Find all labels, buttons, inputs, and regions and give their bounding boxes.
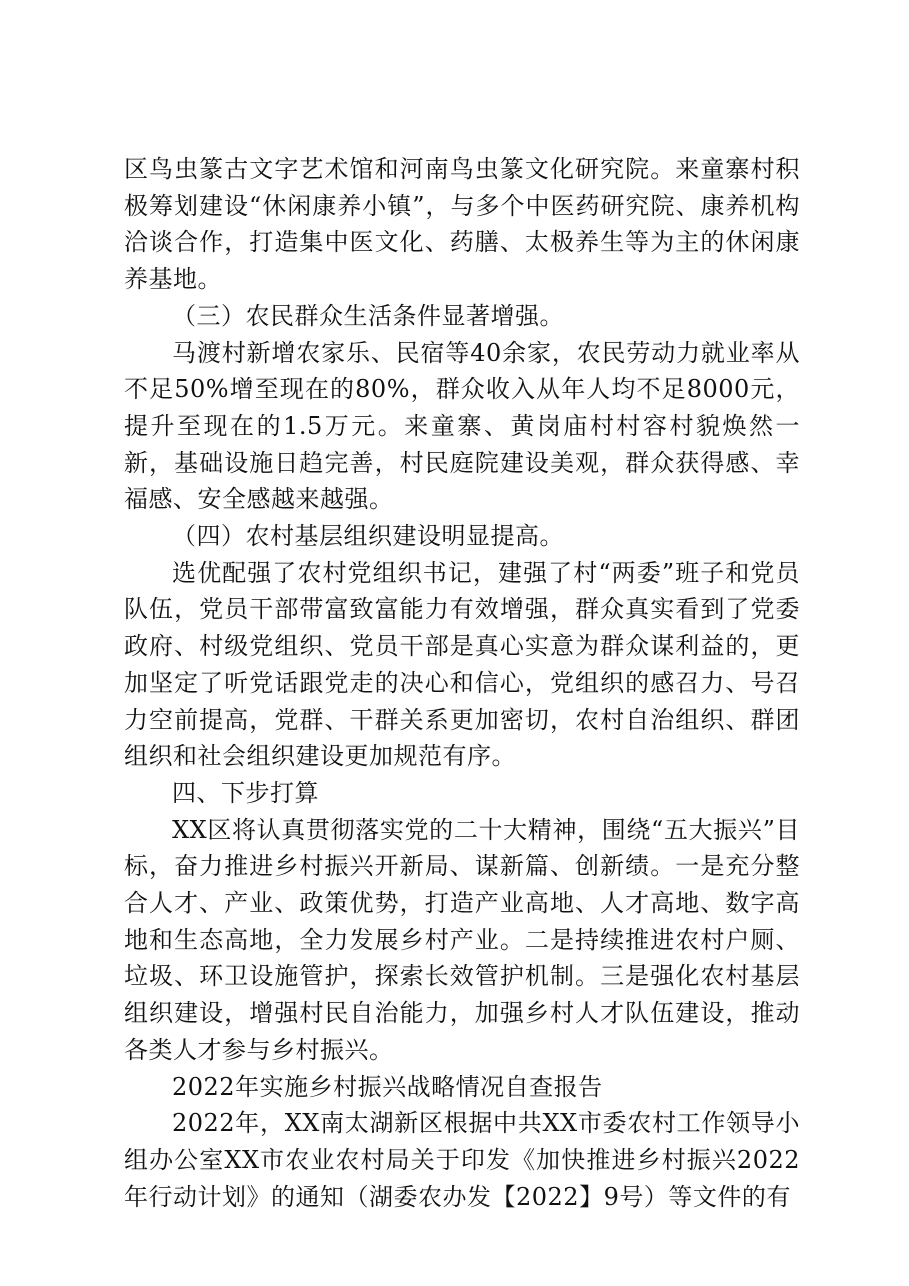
paragraph-grassroots-organization: 选优配强了农村党组织书记，建强了村“两委”班子和党员队伍，党员干部带富致富能力有效增强，群众真实看到了党委政府、村级党组织、党员干部是真心实意为群众谋利益的，更加坚定了听党话跟党走的决心和信心，党组织的感召力、号召力空前提高，党群、干群关系更加密切，农村自治组织、群团组织和社会组织建设更加规范有序。 xyxy=(124,558,800,771)
section-heading-next-steps: 四、下步打算 xyxy=(172,778,319,807)
paragraph-continuation: 区鸟虫篆古文字艺术馆和河南鸟虫篆文化研究院。来童寨村积极筹划建设“休闲康养小镇”，与多个中医药研究院、康养机构洽谈合作，打造集中医文化、药膳、太极养生等为主的休闲康养基地。 xyxy=(124,155,800,294)
paragraph-report-intro: 2022年，XX南太湖新区根据中共XX市委农村工作领导小组办公室XX市农业农村局关于印发《加快推进乡村振兴2022年行动计划》的通知（湖委农办发【2022】9号）等文件的有 xyxy=(124,1109,800,1211)
document-page xyxy=(124,151,800,1215)
section-heading-4: （四）农村基层组织建设明显提高。 xyxy=(172,522,564,551)
paragraph-next-steps: XX区将认真贯彻落实党的二十大精神，围绕“五大振兴”目标，奋力推进乡村振兴开新局、谋新篇、创新绩。一是充分整合人才、产业、政策优势，打造产业高地、人才高地、数字高地和生态高地，全力发展乡村产业。二是持续推进农村户厕、垃圾、环卫设施管护，探索长效管护机制。三是强化农村基层组织建设，增强村民自治能力，加强乡村人才队伍建设，推动各类人才参与乡村振兴。 xyxy=(124,815,800,1064)
report-title: 2022年实施乡村振兴战略情况自查报告 xyxy=(172,1072,603,1101)
paragraph-living-conditions: 马渡村新增农家乐、民宿等40余家，农民劳动力就业率从不足50%增至现在的80%，群众收入从年人均不足8000元，提升至现在的1.5万元。来童寨、黄岗庙村村容村貌焕然一新，基础设施日趋完善，村民庭院建设美观，群众获得感、幸福感、安全感越来越强。 xyxy=(124,338,800,514)
section-heading-3: （三）农民群众生活条件显著增强。 xyxy=(172,301,564,330)
